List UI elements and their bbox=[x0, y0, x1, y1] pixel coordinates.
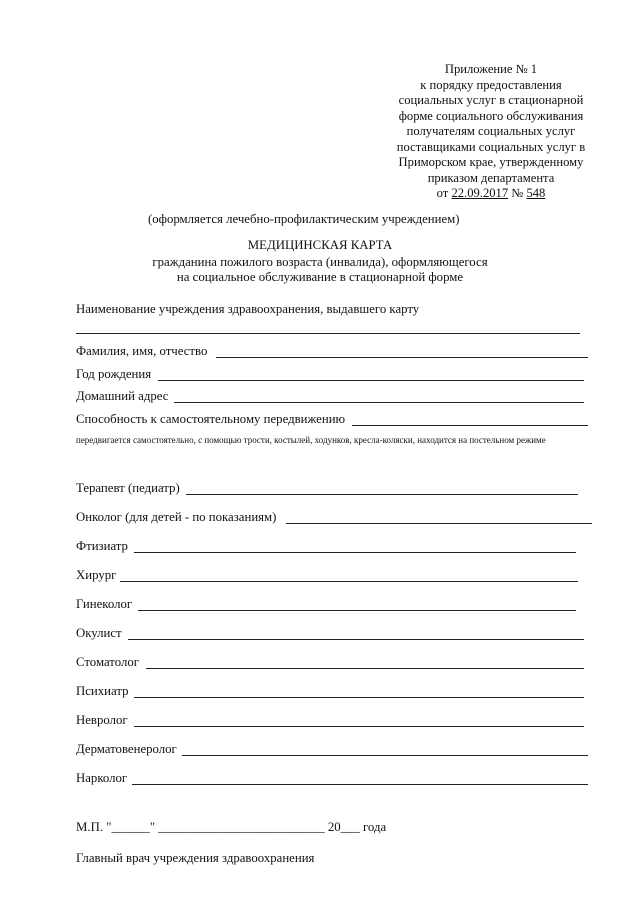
appendix-line: приказом департамента bbox=[427, 170, 555, 185]
full-name-field[interactable] bbox=[216, 357, 588, 358]
specialist-label: Гинеколог bbox=[76, 597, 133, 611]
specialist-label: Нарколог bbox=[76, 771, 128, 785]
appendix-date-line: от 22.09.2017 № 548 bbox=[436, 186, 546, 200]
appendix-line: поставщиками социальных услуг в bbox=[396, 139, 586, 154]
specialist-therapist-field[interactable] bbox=[186, 494, 578, 495]
order-date: 22.09.2017 bbox=[451, 186, 509, 200]
document-subtitle-1: гражданина пожилого возраста (инвалида), оформляющегося bbox=[152, 255, 488, 269]
specialist-dermatovenerologist-field[interactable] bbox=[182, 755, 588, 756]
specialist-label: Стоматолог bbox=[76, 655, 139, 669]
chief-doctor-label: Главный врач учреждения здравоохранения bbox=[76, 851, 315, 865]
appendix-line: к порядку предоставления bbox=[420, 77, 562, 92]
specialist-oncologist-field[interactable] bbox=[286, 523, 592, 524]
specialist-label: Психиатр bbox=[76, 684, 129, 698]
specialist-dentist-field[interactable] bbox=[146, 668, 584, 669]
document-title: МЕДИЦИНСКАЯ КАРТА bbox=[247, 238, 393, 252]
appendix-line: Приморском крае, утвержденному bbox=[398, 155, 584, 169]
specialist-label: Хирург bbox=[76, 568, 117, 582]
document-subtitle-2: на социальное обслуживание в стационарной форме bbox=[176, 270, 464, 284]
appendix-line: социальных услуг в стационарной bbox=[398, 93, 584, 107]
birth-year-field[interactable] bbox=[158, 380, 584, 381]
mobility-field[interactable] bbox=[352, 425, 588, 426]
institution-field[interactable] bbox=[76, 333, 580, 334]
address-label: Домашний адрес bbox=[76, 389, 169, 403]
appendix-line: Приложение № 1 bbox=[444, 62, 538, 76]
full-name-label: Фамилия, имя, отчество bbox=[76, 344, 208, 358]
fill-note: (оформляется лечебно-профилактическим учреждением) bbox=[148, 212, 460, 226]
specialist-gynecologist-field[interactable] bbox=[138, 610, 576, 611]
specialist-label: Фтизиатр bbox=[76, 539, 128, 553]
appendix-line: получателям социальных услуг bbox=[406, 124, 576, 138]
specialist-ophthalmologist-field[interactable] bbox=[128, 639, 584, 640]
appendix-line: форме социального обслуживания bbox=[398, 108, 584, 123]
specialist-label: Дерматовенеролог bbox=[76, 742, 177, 756]
mobility-hint: передвигается самостоятельно, с помощью трости, костылей, ходунков, кресла-коляски, находится на постельном режиме bbox=[76, 435, 546, 445]
institution-label: Наименование учреждения здравоохранения, выдавшего карту bbox=[76, 302, 420, 316]
specialist-label: Терапевт (педиатр) bbox=[76, 481, 180, 495]
specialist-phthisiatrician-field[interactable] bbox=[134, 552, 576, 553]
specialist-label: Невролог bbox=[76, 713, 128, 727]
appendix-block bbox=[375, 62, 607, 202]
specialist-psychiatrist-field[interactable] bbox=[134, 697, 584, 698]
mobility-label: Способность к самостоятельному передвижению bbox=[76, 412, 346, 426]
stamp-date-line[interactable]: М.П. "______" __________________________ 20___ года bbox=[76, 820, 387, 834]
specialist-narcologist-field[interactable] bbox=[132, 784, 588, 785]
birth-year-label: Год рождения bbox=[76, 367, 152, 381]
order-number: 548 bbox=[526, 186, 546, 200]
specialist-label: Онколог (для детей - по показаниям) bbox=[76, 510, 277, 524]
specialist-label: Окулист bbox=[76, 626, 122, 640]
specialist-surgeon-field[interactable] bbox=[120, 581, 578, 582]
specialist-neurologist-field[interactable] bbox=[134, 726, 584, 727]
address-field[interactable] bbox=[174, 402, 584, 403]
